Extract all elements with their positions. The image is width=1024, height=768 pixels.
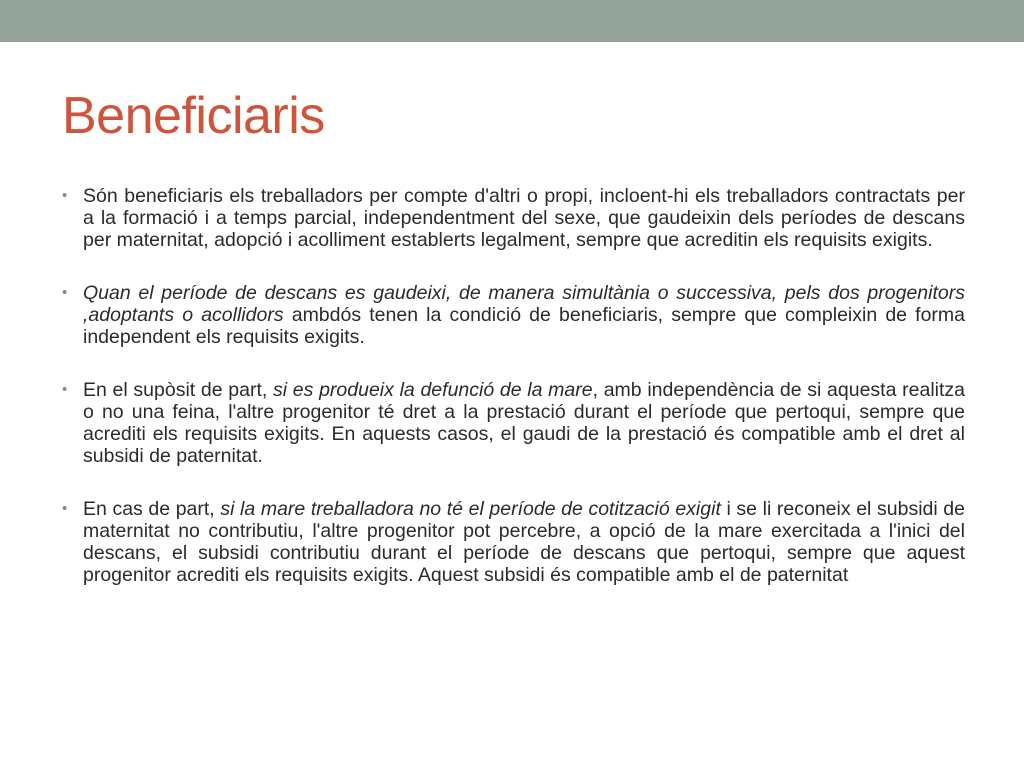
bullet-text: ambdós tenen la condició de beneficiaris, sempre que compleixin de forma independent els requisits exigits. <box>83 304 965 348</box>
bullet-text: i se li reconeix el subsidi de maternitat no contributiu, l'altre progenitor pot percebre, a opció de la mare exercitada a l'inici del descans, el subsidi contributiu durant el període de descans que pertoqui, sempre que aquest progenitor acrediti els requisits exigits. Aquest subsidi és compatible amb el de paternitat <box>83 498 965 586</box>
bullet-dot-icon: • <box>62 187 68 204</box>
bullet-text: , amb independència de si aquesta realitza o no una feina, l'altre progenitor té dret a la prestació durant el període que pertoqui, sempre que acrediti els requisits exigits. En aquests casos, el gaudi de la prestació és compatible amb el dret al subsidi de paternitat. <box>83 379 965 467</box>
bullet-dot-icon: • <box>62 381 68 398</box>
bullet-item <box>62 379 965 467</box>
bullet-list <box>62 185 965 617</box>
bullet-text-italic: si es produeix la defunció de la mare <box>273 379 593 401</box>
bullet-dot-icon: • <box>62 284 68 301</box>
slide-top-bar <box>0 0 1024 42</box>
bullet-dot-icon: • <box>62 500 68 517</box>
bullet-text: Són beneficiaris els treballadors per compte d'altri o propi, incloent-hi els treballadors contractats per a la formació i a temps parcial, independentment del sexe, que gaudeixin dels períodes de descans per maternitat, adopció i acolliment establerts legalment, sempre que acreditin els requisits exigits. <box>83 185 965 251</box>
bullet-text: En cas de part, <box>83 498 221 520</box>
bullet-item <box>62 282 965 348</box>
slide-title: Beneficiaris <box>62 87 325 145</box>
bullet-text-italic: si la mare treballadora no té el període de cotització exigit <box>220 498 721 520</box>
bullet-item <box>62 185 965 251</box>
bullet-text-italic: Quan el període de descans es gaudeixi, de manera simultània o successiva, pels dos progenitors ,adoptants o acollidors <box>83 282 965 326</box>
bullet-item <box>62 498 965 586</box>
bullet-text: En el supòsit de part, <box>83 379 274 401</box>
